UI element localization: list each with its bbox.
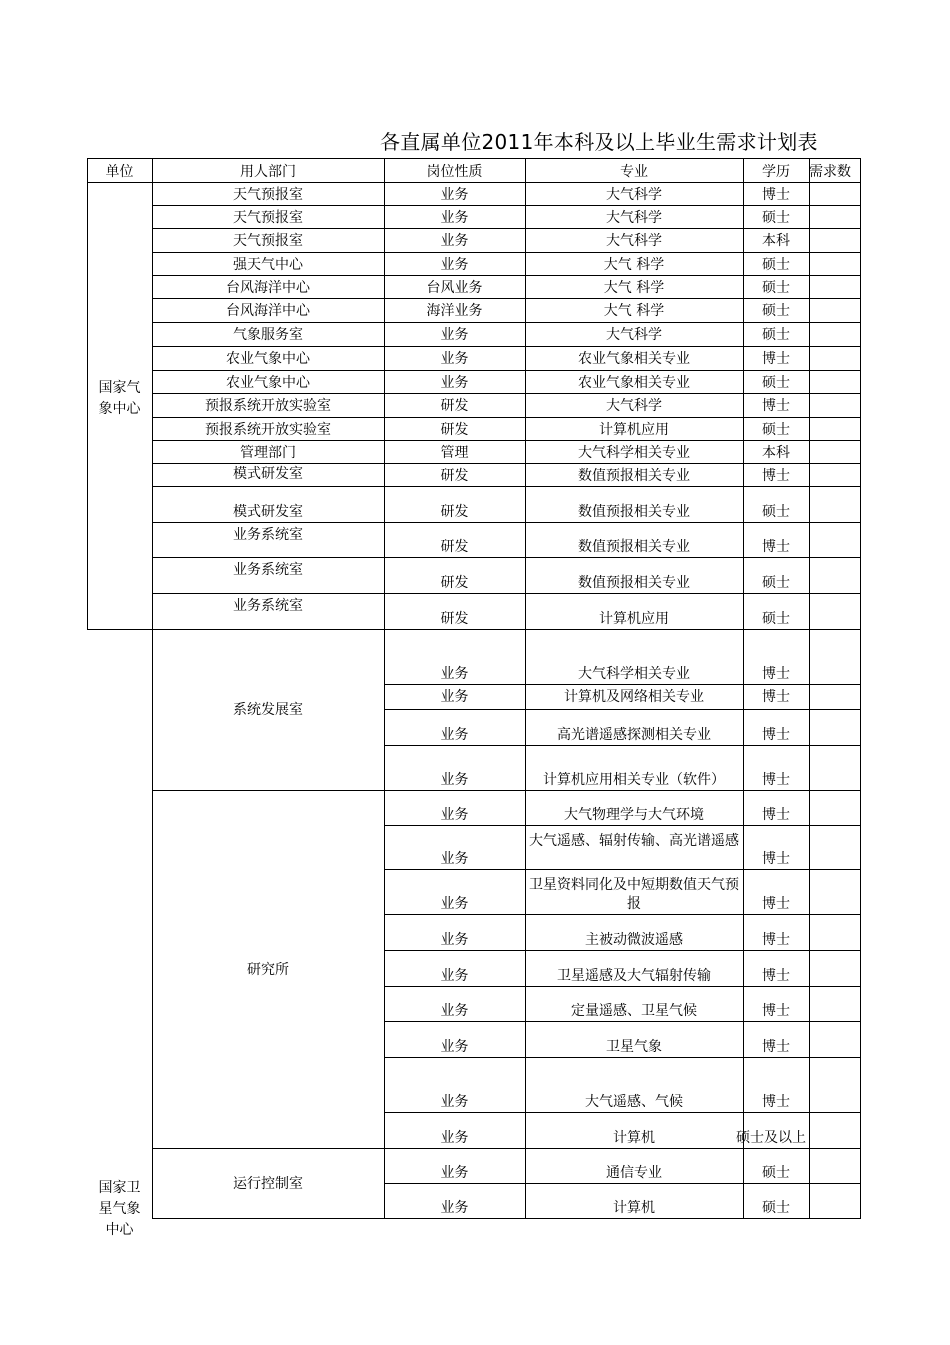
col-line-5 (809, 158, 810, 1219)
degree-cell: 硕士 (762, 504, 790, 520)
post-cell: 业务 (440, 375, 469, 391)
row-line (152, 463, 861, 464)
major-cell: 大气物理学与大气环境 (564, 807, 704, 823)
dept-cell: 农业气象中心 (226, 351, 310, 367)
post-cell: 业务 (440, 932, 469, 948)
row-line (384, 1057, 861, 1058)
dept-cell: 业务系统室 (233, 598, 303, 614)
header-bottom-line (87, 182, 861, 183)
table-bottom-line (152, 1218, 861, 1219)
dept-cell: 预报系统开放实验室 (205, 398, 331, 414)
dept-cell: 管理部门 (240, 445, 296, 461)
post-cell: 研发 (440, 539, 469, 555)
dept-merged-cell: 运行控制室 (233, 1176, 303, 1192)
dept-cell: 天气预报室 (233, 187, 303, 203)
degree-cell: 硕士 (762, 327, 790, 343)
degree-cell: 博士 (762, 539, 790, 555)
degree-cell: 博士 (762, 1094, 790, 1110)
degree-cell: 硕士 (762, 1165, 790, 1181)
row-line (152, 252, 861, 253)
post-cell: 业务 (440, 772, 469, 788)
post-cell: 业务 (440, 187, 469, 203)
dept-cell: 业务系统室 (233, 562, 303, 578)
degree-cell: 硕士 (762, 611, 790, 627)
column-header: 专业 (620, 164, 648, 180)
major-cell: 通信专业 (606, 1165, 662, 1181)
column-header: 学历 (762, 164, 790, 180)
degree-cell: 本科 (762, 233, 790, 249)
major-cell: 计算机 (613, 1130, 655, 1146)
column-header: 需求数 (809, 164, 851, 180)
major-cell: 大气科学相关专业 (578, 445, 690, 461)
degree-cell: 硕士 (762, 1200, 790, 1216)
row-line (384, 1183, 861, 1184)
row-line (152, 228, 861, 229)
row-line (384, 1021, 861, 1022)
row-line (152, 346, 861, 347)
major-cell: 高光谱遥感探测相关专业 (557, 727, 711, 743)
dept-cell: 天气预报室 (233, 233, 303, 249)
major-cell: 计算机应用 (599, 611, 669, 627)
row-line (152, 205, 861, 206)
post-cell: 业务 (440, 666, 469, 682)
post-cell: 研发 (440, 422, 469, 438)
degree-cell: 博士 (762, 187, 790, 203)
degree-cell: 硕士 (762, 575, 790, 591)
post-cell: 研发 (440, 575, 469, 591)
degree-cell: 博士 (762, 468, 790, 484)
post-cell: 业务 (440, 327, 469, 343)
major-cell: 卫星气象 (606, 1039, 662, 1055)
row-line (384, 914, 861, 915)
major-cell: 大气科学相关专业 (578, 666, 690, 682)
row-line (384, 825, 861, 826)
post-cell: 业务 (440, 851, 469, 867)
degree-cell: 博士 (762, 807, 790, 823)
major-cell: 数值预报相关专业 (578, 504, 690, 520)
row-line (152, 370, 861, 371)
row-line (384, 986, 861, 987)
row-line (152, 486, 861, 487)
degree-cell: 硕士 (762, 210, 790, 226)
row-line (152, 1148, 861, 1149)
degree-cell: 硕士及以上 (736, 1130, 806, 1146)
post-cell: 业务 (440, 1165, 469, 1181)
degree-cell: 博士 (762, 666, 790, 682)
post-cell: 业务 (440, 727, 469, 743)
post-cell: 业务 (440, 689, 469, 705)
dept-cell: 农业气象中心 (226, 375, 310, 391)
degree-cell: 博士 (762, 772, 790, 788)
dept-cell: 强天气中心 (233, 257, 303, 273)
post-cell: 业务 (440, 257, 469, 273)
column-header: 用人部门 (240, 164, 296, 180)
major-cell: 大气 科学 (603, 280, 665, 296)
post-cell: 业务 (440, 807, 469, 823)
dept-merged-cell: 研究所 (247, 962, 289, 978)
post-cell: 业务 (440, 896, 469, 912)
row-line (384, 745, 861, 746)
major-cell: 计算机应用 (599, 422, 669, 438)
major-cell: 计算机 (613, 1200, 655, 1216)
major-cell: 农业气象相关专业 (578, 375, 690, 391)
row-line (152, 417, 861, 418)
degree-cell: 博士 (762, 851, 790, 867)
unit-cell: 国家气象中心 (98, 380, 141, 417)
post-cell: 海洋业务 (426, 303, 483, 319)
col-line-6 (860, 158, 861, 1219)
dept-cell: 预报系统开放实验室 (205, 422, 331, 438)
row-line (152, 557, 861, 558)
major-cell: 农业气象相关专业 (578, 351, 690, 367)
major-cell: 大气科学 (606, 210, 662, 226)
degree-cell: 博士 (762, 1039, 790, 1055)
post-cell: 业务 (440, 1039, 469, 1055)
dept-cell: 模式研发室 (233, 466, 303, 482)
degree-cell: 博士 (762, 1003, 790, 1019)
degree-cell: 博士 (762, 727, 790, 743)
row-line (152, 298, 861, 299)
degree-cell: 博士 (762, 968, 790, 984)
row-line (152, 522, 861, 523)
header-top-line (87, 158, 861, 159)
post-cell: 业务 (440, 1200, 469, 1216)
degree-cell: 博士 (762, 689, 790, 705)
column-header: 岗位性质 (426, 164, 483, 180)
post-cell: 业务 (440, 210, 469, 226)
post-cell: 业务 (440, 1130, 469, 1146)
degree-cell: 硕士 (762, 280, 790, 296)
row-line (384, 684, 861, 685)
major-cell: 大气科学 (606, 327, 662, 343)
post-cell: 研发 (440, 611, 469, 627)
row-line (152, 322, 861, 323)
major-cell: 定量遥感、卫星气候 (571, 1003, 697, 1019)
row-line (384, 709, 861, 710)
degree-cell: 本科 (762, 445, 790, 461)
row-line (384, 950, 861, 951)
row-line (152, 593, 861, 594)
major-cell: 大气遥感、气候 (585, 1094, 683, 1110)
dept-cell: 台风海洋中心 (226, 303, 310, 319)
dept-cell: 气象服务室 (233, 327, 303, 343)
row-line (152, 790, 861, 791)
post-cell: 业务 (440, 233, 469, 249)
degree-cell: 硕士 (762, 375, 790, 391)
dept-merged-cell: 系统发展室 (233, 702, 303, 718)
post-cell: 业务 (440, 1003, 469, 1019)
unit-cell: 国家卫星气象中心 (98, 1180, 141, 1238)
degree-cell: 硕士 (762, 303, 790, 319)
table-title: 各直属单位2011年本科及以上毕业生需求计划表 (380, 130, 818, 154)
row-line (384, 1112, 861, 1113)
major-cell: 计算机应用相关专业（软件） (543, 772, 725, 788)
degree-cell: 博士 (762, 932, 790, 948)
major-cell: 数值预报相关专业 (578, 468, 690, 484)
major-cell: 数值预报相关专业 (578, 575, 690, 591)
post-cell: 业务 (440, 351, 469, 367)
major-cell: 大气 科学 (603, 303, 665, 319)
post-cell: 台风业务 (426, 280, 483, 296)
row-line (152, 440, 861, 441)
major-cell: 计算机及网络相关专业 (564, 689, 704, 705)
major-cell: 大气科学 (606, 233, 662, 249)
post-cell: 研发 (440, 398, 469, 414)
degree-cell: 博士 (762, 896, 790, 912)
degree-cell: 博士 (762, 398, 790, 414)
row-line (152, 393, 861, 394)
dept-cell: 台风海洋中心 (226, 280, 310, 296)
degree-cell: 硕士 (762, 257, 790, 273)
major-cell: 大气科学 (606, 187, 662, 203)
degree-cell: 硕士 (762, 422, 790, 438)
degree-cell: 博士 (762, 351, 790, 367)
dept-cell: 业务系统室 (233, 527, 303, 543)
post-cell: 研发 (440, 468, 469, 484)
row-line (384, 869, 861, 870)
post-cell: 管理 (440, 445, 469, 461)
unit-separator-line (87, 629, 861, 630)
major-cell: 大气科学 (606, 398, 662, 414)
major-cell: 大气 科学 (603, 257, 665, 273)
post-cell: 业务 (440, 1094, 469, 1110)
dept-cell: 天气预报室 (233, 210, 303, 226)
post-cell: 业务 (440, 968, 469, 984)
major-cell: 大气遥感、辐射传输、高光谱遥感 (529, 833, 739, 849)
major-cell: 卫星遥感及大气辐射传输 (557, 968, 711, 984)
row-line (152, 275, 861, 276)
dept-cell: 模式研发室 (233, 504, 303, 520)
major-cell: 卫星资料同化及中短期数值天气预报 (529, 877, 739, 912)
major-cell: 数值预报相关专业 (578, 539, 690, 555)
post-cell: 研发 (440, 504, 469, 520)
column-header: 单位 (105, 164, 134, 180)
major-cell: 主被动微波遥感 (585, 932, 683, 948)
